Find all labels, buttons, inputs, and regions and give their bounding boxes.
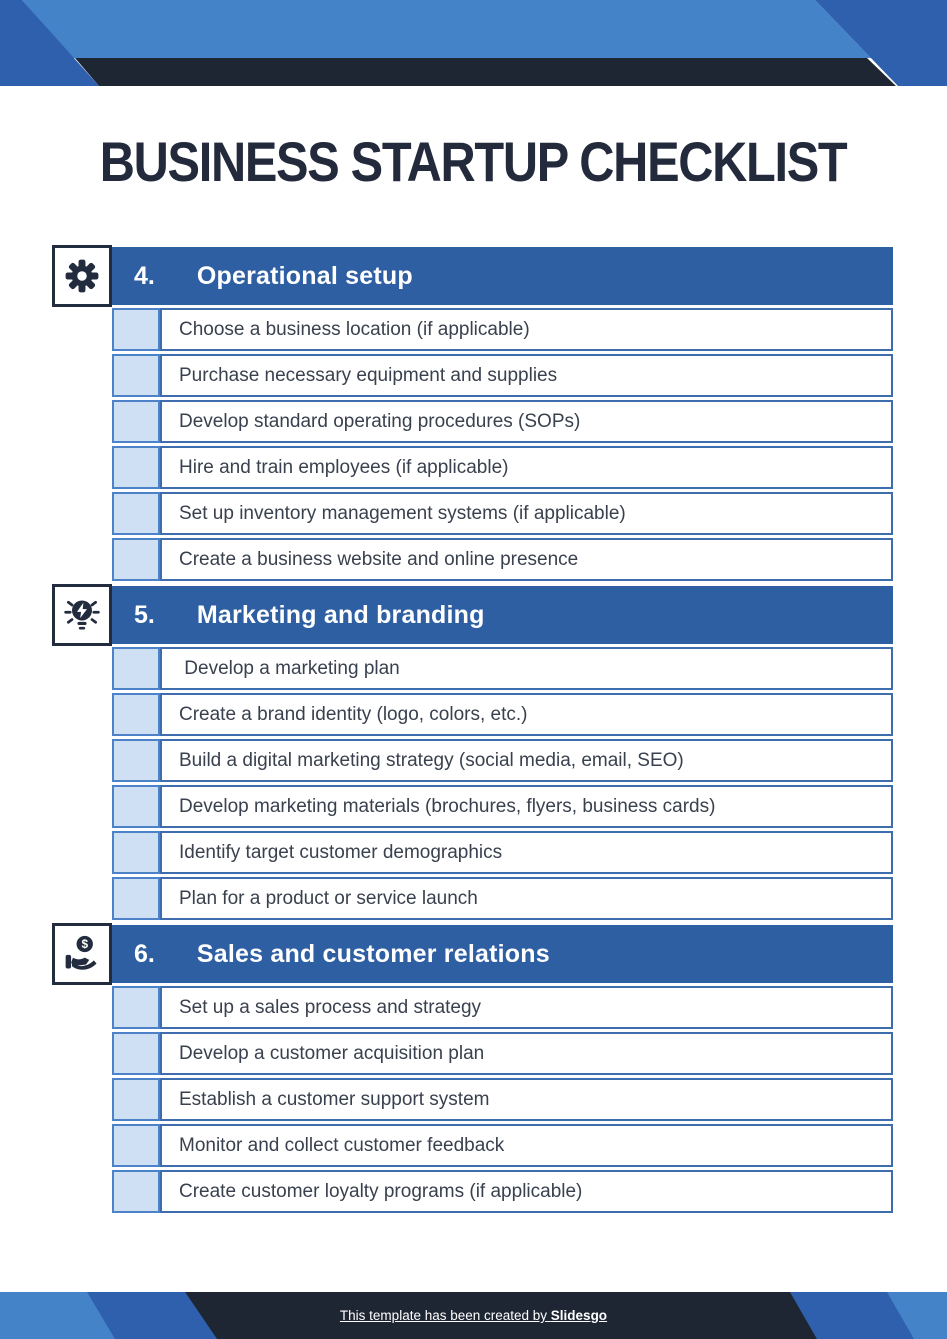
- checklist-row: [112, 1078, 893, 1121]
- checkbox-cell[interactable]: [112, 446, 160, 489]
- section-title: Operational setup: [196, 261, 413, 290]
- checkbox-cell[interactable]: [112, 400, 160, 443]
- checklist-item-label: Build a digital marketing strategy (social media, email, SEO): [179, 749, 684, 771]
- checkbox-cell[interactable]: [112, 538, 160, 581]
- checklist-row: [112, 693, 893, 736]
- checkbox-cell[interactable]: [112, 877, 160, 920]
- lightbulb-icon: [62, 595, 102, 635]
- section-rows: [112, 308, 893, 581]
- checklist-item-label: Choose a business location (if applicable): [179, 318, 530, 340]
- checklist-item-label: Establish a customer support system: [179, 1088, 490, 1110]
- section-title: Marketing and branding: [196, 600, 485, 629]
- checkbox-cell[interactable]: [112, 354, 160, 397]
- section-title: Sales and customer relations: [196, 939, 550, 968]
- checklist-row: [112, 400, 893, 443]
- section-header: [112, 586, 893, 644]
- checkbox-cell[interactable]: [112, 492, 160, 535]
- checklist-item-label: Create a business website and online presence: [179, 548, 579, 570]
- checklist-item-label: Purchase necessary equipment and supplies: [179, 364, 558, 386]
- credit-brand: Slidesgo: [550, 1308, 608, 1323]
- checklist-item-label: Create customer loyalty programs (if applicable): [179, 1180, 583, 1202]
- section-rows: [112, 647, 893, 920]
- checkbox-cell[interactable]: [112, 785, 160, 828]
- checkbox-cell[interactable]: [112, 1078, 160, 1121]
- checklist-item-label: Set up a sales process and strategy: [179, 996, 482, 1018]
- section-number: 5.: [134, 600, 155, 629]
- checkbox-cell[interactable]: [112, 831, 160, 874]
- checkbox-cell[interactable]: [112, 308, 160, 351]
- checklist-row: [112, 831, 893, 874]
- svg-text:$: $: [81, 937, 89, 952]
- section-marketing-branding: [112, 586, 893, 920]
- checklist-item-label: Monitor and collect customer feedback: [179, 1134, 505, 1156]
- section-header: [81, 925, 893, 983]
- section-header: [112, 247, 893, 305]
- checklist: [81, 247, 893, 1218]
- checklist-row: [112, 446, 893, 489]
- checklist-item-label: Identify target customer demographics: [179, 841, 503, 863]
- checklist-item-label: Develop standard operating procedures (SOPs): [179, 410, 581, 432]
- checklist-row: [112, 647, 893, 690]
- credit-text: This template has been created by: [339, 1308, 551, 1323]
- icon-box: [52, 245, 112, 307]
- section-operational-setup: [112, 247, 893, 581]
- gear-icon: [63, 257, 101, 295]
- checkbox-cell[interactable]: [112, 739, 160, 782]
- checklist-item-label: Set up inventory management systems (if applicable): [179, 502, 626, 524]
- page-footer: [0, 1292, 947, 1339]
- section-number: 4.: [134, 261, 155, 290]
- banner-navy-strip: [75, 58, 896, 86]
- checkbox-cell[interactable]: [112, 1124, 160, 1167]
- section-number: 6.: [134, 939, 155, 968]
- checklist-row: [112, 739, 893, 782]
- banner-band: [22, 0, 871, 58]
- checklist-row: [112, 538, 893, 581]
- checkbox-cell[interactable]: [112, 1032, 160, 1075]
- checklist-row: [112, 1170, 893, 1213]
- icon-box: [52, 923, 112, 985]
- checklist-item-label: Plan for a product or service launch: [179, 887, 478, 909]
- checklist-row: [112, 785, 893, 828]
- page-title: BUSINESS STARTUP CHECKLIST: [100, 130, 847, 193]
- hand-coin-icon: [62, 934, 102, 974]
- checklist-row: [112, 308, 893, 351]
- checklist-item-label: Develop marketing materials (brochures, flyers, business cards): [179, 795, 716, 817]
- checklist-row: [112, 354, 893, 397]
- icon-box: [52, 584, 112, 646]
- template-credit-link[interactable]: [340, 1308, 607, 1323]
- checkbox-cell[interactable]: [112, 647, 160, 690]
- checklist-row: [112, 1124, 893, 1167]
- checklist-row: [112, 492, 893, 535]
- checklist-row: [112, 986, 893, 1029]
- checklist-row: [112, 1032, 893, 1075]
- section-sales-customer-relations: [81, 925, 893, 1213]
- checkbox-cell[interactable]: [112, 986, 160, 1029]
- checklist-row: [112, 877, 893, 920]
- header-banner-decoration: [0, 0, 947, 87]
- checklist-item-label: Develop a customer acquisition plan: [179, 1042, 485, 1064]
- checklist-item-label: Create a brand identity (logo, colors, etc.): [179, 703, 528, 725]
- checkbox-cell[interactable]: [112, 693, 160, 736]
- checkbox-cell[interactable]: [112, 1170, 160, 1213]
- section-rows: [112, 986, 893, 1213]
- checklist-item-label: Hire and train employees (if applicable): [179, 456, 509, 478]
- checklist-item-label: Develop a marketing plan: [179, 657, 400, 679]
